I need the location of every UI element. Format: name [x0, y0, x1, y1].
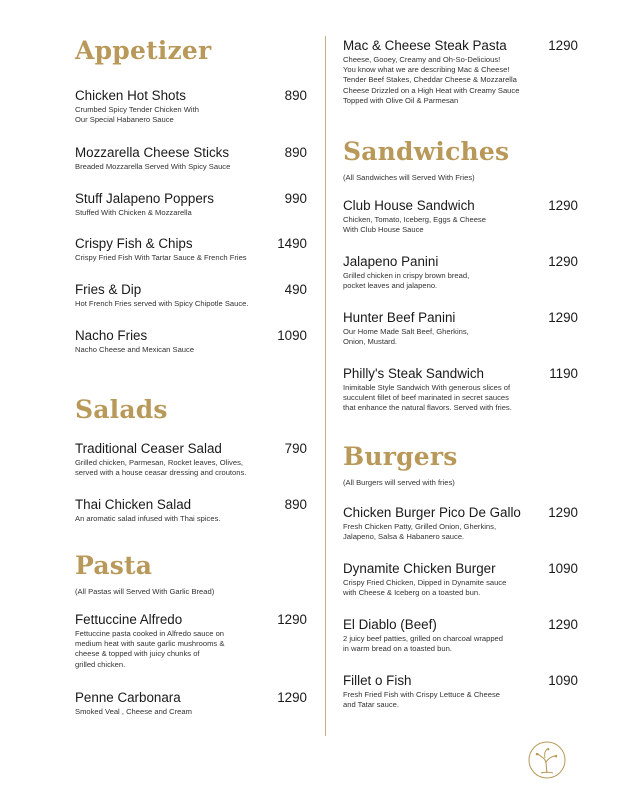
section-note: (All Pastas will Served With Garlic Bread): [75, 587, 215, 596]
item-name: Chicken Hot Shots: [75, 88, 186, 103]
menu-item: [75, 497, 307, 524]
item-description: Fresh Chicken Patty, Grilled Onion, Gherkins, Jalapeno, Salsa & Habanero sauce.: [343, 522, 497, 542]
tree-emblem-icon: [527, 740, 567, 780]
menu-item: [343, 617, 578, 654]
item-name: Crispy Fish & Chips: [75, 236, 193, 251]
menu-item: [343, 310, 578, 347]
item-price: 1290: [548, 254, 578, 269]
item-name: Mozzarella Cheese Sticks: [75, 145, 230, 160]
item-description: Breaded Mozzarella Served With Spicy Sauce: [75, 162, 231, 171]
item-name: Fries & Dip: [75, 282, 142, 297]
menu-item: [343, 505, 578, 542]
item-name: Hunter Beef Panini: [343, 310, 456, 325]
menu-item: [75, 191, 307, 218]
item-description: Chicken, Tomato, Iceberg, Eggs & Cheese With Club House Sauce: [343, 215, 486, 235]
item-description: An aromatic salad infused with Thai spices.: [75, 514, 221, 523]
item-description: Inimitable Style Sandwich With generous slices of succulent fillet of beef marinated in secret sauces that enhance the natural flavors. Served with fries.: [343, 383, 512, 413]
menu-item: [343, 38, 578, 106]
sandwiches-section: [343, 137, 578, 183]
burgers-section: [343, 442, 578, 488]
menu-item: [75, 88, 307, 125]
item-name: Dynamite Chicken Burger: [343, 561, 496, 576]
section-note: (All Sandwiches will Served With Fries): [343, 173, 475, 182]
item-price: 990: [284, 191, 307, 206]
item-description: Stuffed With Chicken & Mozzarella: [75, 208, 192, 217]
menu-item: [343, 366, 578, 414]
item-price: 490: [284, 282, 307, 297]
salads-section: [75, 395, 307, 425]
item-name: Nacho Fries: [75, 328, 148, 343]
menu-item: [75, 236, 307, 263]
item-name: Traditional Ceaser Salad: [75, 441, 222, 456]
item-price: 790: [284, 441, 307, 456]
item-price: 890: [284, 497, 307, 512]
item-price: 890: [284, 88, 307, 103]
item-name: El Diablo (Beef): [343, 617, 437, 632]
menu-item: [75, 441, 307, 478]
menu-item: [75, 145, 307, 172]
item-description: Grilled chicken, Parmesan, Rocket leaves, Olives, served with a house ceasar dressing and croutons.: [75, 458, 247, 478]
menu-item: [75, 612, 307, 670]
item-description: Grilled chicken in crispy brown bread, pocket leaves and jalapeno.: [343, 271, 470, 291]
item-price: 1290: [548, 617, 578, 632]
section-title: Sandwiches: [343, 137, 510, 166]
item-description: Fresh Fried Fish with Crispy Lettuce & Cheese and Tatar sauce.: [343, 690, 500, 710]
item-name: Thai Chicken Salad: [75, 497, 192, 512]
item-description: Smoked Veal , Cheese and Cream: [75, 707, 192, 716]
pasta-section: [75, 551, 307, 597]
item-description: Crumbed Spicy Tender Chicken With Our Special Habanero Sauce: [75, 105, 199, 125]
item-price: 1290: [548, 505, 578, 520]
item-description: Fettuccine pasta cooked in Alfredo sauce on medium heat with saute garlic mushrooms & cheese & topped with juicy chunks of grilled chicken.: [75, 629, 225, 669]
item-description: Nacho Cheese and Mexican Sauce: [75, 345, 195, 354]
menu-item: [343, 673, 578, 710]
menu-item: [75, 690, 307, 717]
item-name: Fillet o Fish: [343, 673, 412, 688]
item-description: Cheese, Gooey, Creamy and Oh-So-Delicious! You know what we are describing Mac & Cheese! Tender Beef Stakes, Cheddar Cheese & Mozzarella Cheese Drizzled on a High Heat with Creamy Sauce Topped with Olive Oil & Parmesan: [343, 55, 520, 105]
item-price: 1290: [548, 38, 578, 53]
item-description: Crispy Fried Chicken, Dipped in Dynamite sauce with Cheese & Iceberg on a toasted bun.: [343, 578, 507, 598]
item-price: 1490: [277, 236, 307, 251]
menu-item: [343, 561, 578, 598]
item-name: Stuff Jalapeno Poppers: [75, 191, 214, 206]
section-title: Burgers: [343, 442, 458, 471]
item-name: Fettuccine Alfredo: [75, 612, 183, 627]
section-title: Salads: [75, 395, 168, 424]
item-description: 2 juicy beef patties, grilled on charcoal wrapped in warm bread on a toasted bun.: [343, 634, 503, 654]
section-title: Appetizer: [75, 36, 212, 65]
item-price: 1090: [548, 673, 578, 688]
item-name: Mac & Cheese Steak Pasta: [343, 38, 507, 53]
menu-item: [343, 254, 578, 291]
item-description: Hot French Fries served with Spicy Chipotle Sauce.: [75, 299, 249, 308]
section-title: Pasta: [75, 551, 153, 580]
appetizer-section: [75, 36, 307, 66]
item-price: 1190: [549, 366, 578, 381]
item-name: Chicken Burger Pico De Gallo: [343, 505, 521, 520]
item-price: 1090: [277, 328, 307, 343]
menu-item: [343, 198, 578, 235]
menu-item: [75, 328, 307, 355]
item-price: 1290: [548, 198, 578, 213]
item-name: Penne Carbonara: [75, 690, 181, 705]
section-note: (All Burgers will served with fries): [343, 478, 455, 487]
item-description: Crispy Fried Fish With Tartar Sauce & French Fries: [75, 253, 247, 262]
item-price: 1090: [548, 561, 578, 576]
item-name: Philly's Steak Sandwich: [343, 366, 484, 381]
item-description: Our Home Made Salt Beef, Gherkins, Onion, Mustard.: [343, 327, 469, 347]
item-price: 1290: [548, 310, 578, 325]
item-name: Jalapeno Panini: [343, 254, 439, 269]
column-divider: [325, 36, 326, 736]
menu-item: [75, 282, 307, 309]
item-price: 1290: [277, 690, 307, 705]
item-price: 1290: [277, 612, 307, 627]
item-price: 890: [284, 145, 307, 160]
item-name: Club House Sandwich: [343, 198, 475, 213]
